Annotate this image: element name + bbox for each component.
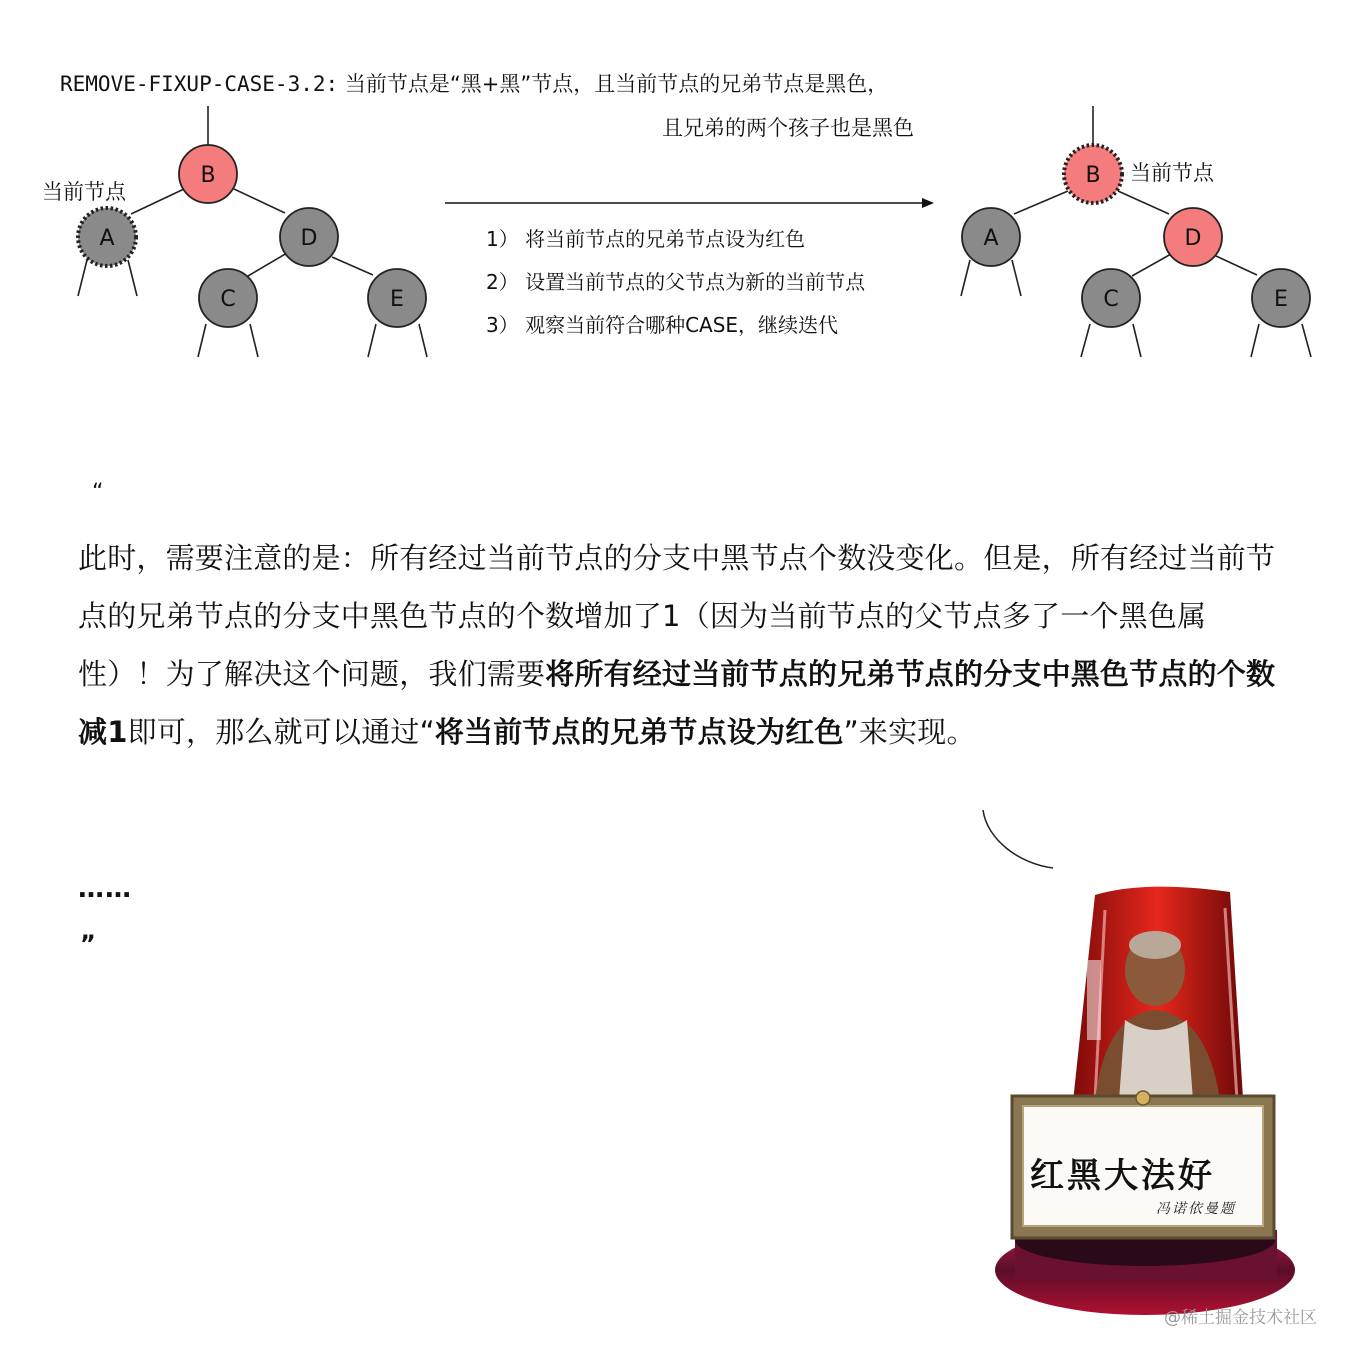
step-1: 1） 将当前节点的兄弟节点设为红色 bbox=[486, 227, 806, 251]
watermark: @稀土掘金技术社区 bbox=[1164, 1308, 1317, 1328]
right-label-e: E bbox=[1274, 287, 1288, 312]
sign-subtitle: 冯诺依曼题 bbox=[1156, 1201, 1236, 1217]
current-node-label-right: 当前节点 bbox=[1130, 161, 1214, 185]
meme-image bbox=[975, 800, 1315, 1320]
left-label-e: E bbox=[390, 287, 404, 312]
left-label-d: D bbox=[300, 226, 318, 251]
left-label-b: B bbox=[200, 163, 216, 188]
left-tree-nodes bbox=[78, 145, 426, 327]
step-3: 3） 观察当前符合哪种CASE，继续迭代 bbox=[486, 313, 839, 337]
diagram-title-line2: 且兄弟的两个孩子也是黑色 bbox=[662, 116, 914, 140]
para-bold-1: 将所有经过当前节点的兄弟节点的分支中黑色节点的个数减1 bbox=[78, 657, 1276, 749]
right-label-d: D bbox=[1184, 226, 1202, 251]
transform-arrow bbox=[445, 198, 934, 208]
right-label-a: A bbox=[983, 226, 999, 251]
left-label-c: C bbox=[220, 287, 236, 312]
left-label-a: A bbox=[99, 226, 115, 251]
ellipsis: …… bbox=[78, 874, 132, 904]
right-label-c: C bbox=[1103, 287, 1119, 312]
sign-title: 红黑大法好 bbox=[1030, 1156, 1215, 1196]
step-2: 2） 设置当前节点的父节点为新的当前节点 bbox=[486, 270, 866, 294]
para-text-1: 此时，需要注意的是：所有经过当前节点的分支中黑节点个数没变化。但是，所有经过当前节点的兄弟节点的分支中黑色节点的个数增加了1（因为当前节点的父节点多了一个黑色属性）！为了解决这个问题，我们需要 bbox=[78, 541, 1276, 691]
para-text-2: 即可，那么就可以通过“ bbox=[127, 715, 435, 749]
diagram-title bbox=[60, 68, 888, 98]
right-label-b: B bbox=[1085, 163, 1101, 188]
red-black-tree-diagram bbox=[0, 0, 1360, 400]
para-bold-2: 将当前节点的兄弟节点设为红色 bbox=[434, 715, 844, 749]
steps-list bbox=[486, 227, 866, 337]
quote-open-mark: “ bbox=[92, 480, 104, 505]
case-description: 当前节点是“黑+黑”节点，且当前节点的兄弟节点是黑色， bbox=[344, 72, 889, 96]
case-code: REMOVE-FIXUP-CASE-3.2: bbox=[60, 72, 339, 96]
para-text-3: ”来实现。 bbox=[843, 715, 976, 749]
current-node-label-left: 当前节点 bbox=[42, 180, 126, 204]
quote-close-mark: ” bbox=[80, 930, 96, 958]
explanation-paragraph bbox=[78, 529, 1293, 761]
